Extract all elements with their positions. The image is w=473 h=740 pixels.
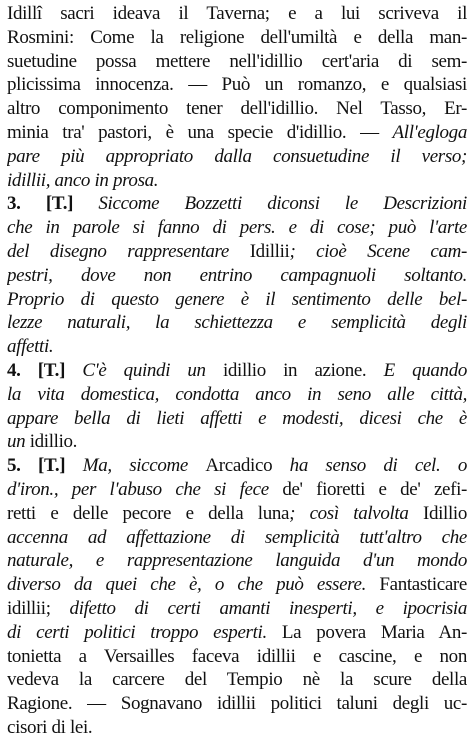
text-segment: tonietta a Versailles faceva idillii e cascine, e non (7, 645, 467, 667)
entry-paragraph (7, 454, 467, 740)
text-line (7, 597, 467, 621)
text-segment: ha senso di cel. o (289, 455, 467, 477)
text-segment: ; così talvolta (289, 502, 423, 524)
entry-paragraph (7, 2, 467, 192)
text-segment: Idillii (249, 240, 290, 262)
text-segment: anco in prosa. (54, 169, 159, 191)
text-segment: lezze naturali, la schiettezza e semplicità degli (7, 312, 467, 334)
entry-paragraph (7, 192, 467, 359)
text-segment: minia tra' pastori, è una specie d'idillio. — (7, 121, 393, 143)
entry-paragraph (7, 359, 467, 454)
text-segment: Ragione. — Sognavano idillii politici taluni degli uc- (7, 693, 467, 715)
text-line (7, 216, 467, 240)
text-line (7, 240, 467, 264)
text-segment: Rosmini: Come la religione dell'umiltà e della man- (7, 26, 467, 48)
text-line (7, 454, 467, 478)
text-segment: d'iron., per l'abuso che si fece (7, 478, 283, 500)
text-line (7, 621, 467, 645)
text-segment: la vita domestica, condotta anco in seno alle città, (7, 383, 467, 405)
text-line (7, 716, 467, 740)
text-line (7, 192, 467, 216)
text-segment: Fantasticare (379, 574, 467, 596)
text-segment: diverso da quei che è, o che può essere. (7, 574, 380, 596)
text-segment: del disegno rappresentare (7, 240, 250, 262)
text-segment: de' fioretti e de' zefi- (282, 478, 467, 500)
text-segment: cisori di lei. (7, 716, 93, 738)
text-line (7, 668, 467, 692)
text-line (7, 359, 467, 383)
text-line (7, 430, 467, 454)
text-segment: altro componimento tener dell'idillio. Nel Tasso, Er- (7, 98, 467, 120)
text-segment: appare bella di lieti affetti e modesti, dicesi che è (7, 407, 467, 429)
text-segment: idillio in azione. (222, 359, 384, 381)
text-segment: che in parole si fanno di pers. e di cose; può l'arte (7, 217, 467, 239)
text-segment: C'è quindi un (82, 359, 223, 381)
text-line (7, 26, 467, 50)
text-segment: idillio. (29, 431, 78, 453)
text-segment: Idillî sacri ideava il Taverna; e a lui scriveva il (7, 3, 467, 24)
text-line (7, 645, 467, 669)
text-line (7, 502, 467, 526)
text-line (7, 407, 467, 431)
text-segment: pare più appropriato dalla consuetudine il verso; (7, 145, 467, 167)
text-line (7, 145, 467, 169)
text-segment: Arcadico (205, 455, 290, 477)
text-line (7, 288, 467, 312)
text-line (7, 311, 467, 335)
text-segment: pestri, dove non entrino campagnuoli soltanto. (7, 264, 467, 286)
text-line (7, 121, 467, 145)
text-segment: Proprio di questo genere è il sentimento delle bel- (7, 288, 467, 310)
text-line (7, 169, 467, 193)
text-segment: di certi politici troppo esperti. (7, 621, 282, 643)
text-segment: E quando (383, 359, 467, 381)
text-segment: plicissima innocenza. — Può un romanzo, e qualsiasi (7, 74, 467, 96)
text-segment: Idillio (423, 502, 467, 524)
text-segment: All'egloga (392, 121, 467, 143)
text-line (7, 50, 467, 74)
text-segment: difetto di certi amanti inesperti, e ipocrisia (69, 597, 467, 619)
sense-number: 5. [T.] (7, 455, 83, 477)
text-segment: suetudine possa mettere nell'idillio cert'aria di sem- (7, 50, 467, 72)
text-segment: diconsi le Descrizioni (267, 193, 467, 215)
text-line (7, 478, 467, 502)
text-line (7, 692, 467, 716)
text-segment: accenna ad affettazione di semplicità tutt'altro che (7, 526, 467, 548)
text-line (7, 264, 467, 288)
text-line (7, 526, 467, 550)
text-segment: naturale, e rappresentazione languida d'un mondo (7, 550, 467, 572)
sense-number: 3. [T.] (7, 193, 99, 215)
sense-number: 4. [T.] (7, 359, 83, 381)
text-line (7, 383, 467, 407)
text-segment: Ma, siccome (82, 455, 206, 477)
text-segment: idillii; (7, 597, 70, 619)
text-line (7, 97, 467, 121)
text-segment: retti e delle pecore e della luna (7, 502, 290, 524)
text-segment: vedeva la carcere del Tempio nè la scure della (7, 669, 467, 691)
text-segment: ; cioè Scene cam- (289, 240, 467, 262)
text-line (7, 335, 467, 359)
text-segment: idillii, (7, 169, 55, 191)
text-line (7, 73, 467, 97)
text-line (7, 549, 467, 573)
text-line (7, 2, 467, 26)
text-segment: Siccome Bozzetti (98, 193, 268, 215)
text-segment: un (7, 431, 30, 453)
text-line (7, 573, 467, 597)
text-segment: La povera Maria An- (281, 621, 467, 643)
text-segment: affetti. (7, 336, 54, 358)
